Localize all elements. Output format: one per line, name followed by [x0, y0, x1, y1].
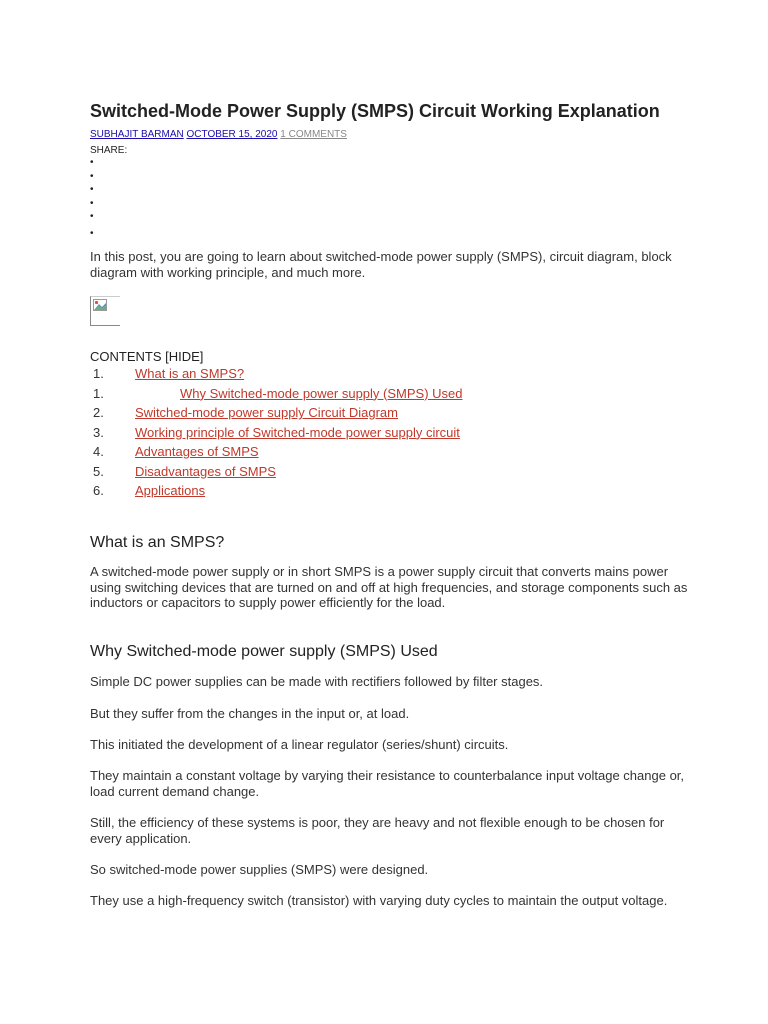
toc-link-why-smps[interactable]: Why Switched-mode power supply (SMPS) Used: [180, 385, 463, 401]
article-image: [90, 296, 120, 326]
toc-link-advantages[interactable]: Advantages of SMPS: [135, 444, 259, 459]
toc-link-applications[interactable]: Applications: [135, 483, 206, 498]
section-paragraph: So switched-mode power supplies (SMPS) were designed.: [90, 862, 429, 877]
share-list: [90, 156, 94, 240]
toc-number: 1.: [93, 366, 104, 381]
section-paragraph: Still, the efficiency of these systems is poor, they are heavy and not flexible enough to be chosen for every application.: [90, 815, 665, 846]
broken-image-icon: [93, 299, 107, 311]
share-item[interactable]: •: [90, 157, 94, 168]
share-label: SHARE:: [90, 145, 128, 156]
share-item[interactable]: •: [90, 197, 94, 209]
share-item[interactable]: •: [90, 227, 94, 239]
section-paragraph: This initiated the development of a linear regulator (series/shunt) circuits.: [90, 737, 509, 752]
toc-number: 5.: [93, 463, 104, 479]
toc-number: 6.: [93, 483, 104, 498]
toc-title: CONTENTS [HIDE]: [90, 349, 204, 364]
toc-number: 3.: [93, 424, 104, 440]
section-paragraph: A switched-mode power supply or in short SMPS is a power supply circuit that converts mains power using switching devices that are turned on and off at high frequencies, and storage components such as inductors or capacitors to supply power efficiently for the load.: [90, 564, 688, 610]
section-paragraph: They use a high-frequency switch (transistor) with varying duty cycles to maintain the output voltage.: [90, 893, 668, 908]
share-item[interactable]: •: [90, 184, 94, 195]
toc-link-circuit-diagram[interactable]: Switched-mode power supply Circuit Diagram: [135, 405, 398, 420]
toc-link-disadvantages[interactable]: Disadvantages of SMPS: [135, 463, 276, 479]
author-link[interactable]: SUBHAJIT BARMAN: [90, 129, 184, 140]
share-item[interactable]: •: [90, 170, 94, 182]
toc-number: 2.: [93, 405, 104, 420]
date-link[interactable]: OCTOBER 15, 2020: [186, 129, 278, 140]
share-item[interactable]: •: [90, 211, 94, 222]
toc-number: 1.: [93, 385, 104, 401]
comments-link[interactable]: 1 COMMENTS: [280, 129, 347, 140]
intro-paragraph: In this post, you are going to learn about switched-mode power supply (SMPS), circuit diagram, block diagram with working principle, and much more.: [90, 249, 672, 280]
page-title: Switched-Mode Power Supply (SMPS) Circuit Working Explanation: [90, 101, 660, 121]
toc-link-working-principle[interactable]: Working principle of Switched-mode power supply circuit: [135, 424, 460, 440]
section-paragraph: They maintain a constant voltage by varying their resistance to counterbalance input voltage change or, load current demand change.: [90, 768, 685, 799]
post-meta: [90, 129, 347, 140]
section-paragraph: Simple DC power supplies can be made with rectifiers followed by filter stages.: [90, 674, 544, 689]
toc-link-what-is-smps[interactable]: What is an SMPS?: [135, 366, 245, 381]
section-heading-why-smps: Why Switched-mode power supply (SMPS) Used: [90, 643, 438, 660]
toc-number: 4.: [93, 444, 104, 459]
section-paragraph: But they suffer from the changes in the input or, at load.: [90, 706, 410, 721]
section-heading-what-is-smps: What is an SMPS?: [90, 534, 225, 551]
